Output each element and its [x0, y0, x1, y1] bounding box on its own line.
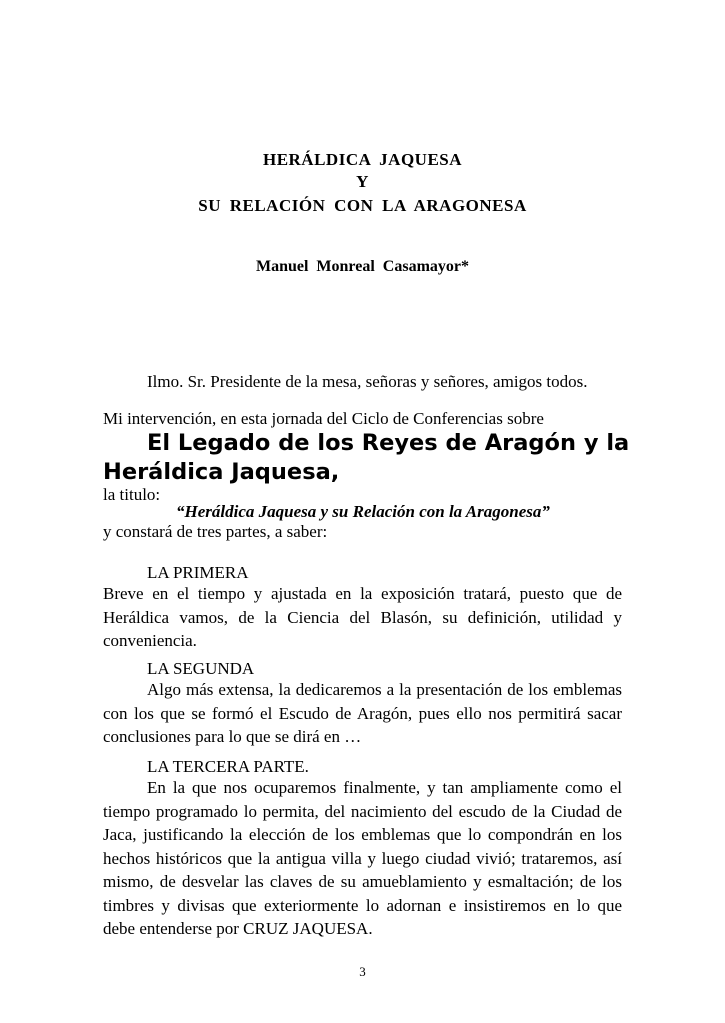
title-line-3: SU RELACIÓN CON LA ARAGONESA [198, 196, 527, 215]
section-segunda-text: Algo más extensa, la dedicaremos a la presentación de los emblemas con los que se formó el Escudo de Aragón, pues ello nos permitirá sacar conclusiones para lo que se dirá en … [103, 680, 622, 746]
lecture-series-heading: El Legado de los Reyes de Aragón y la Heráldica Jaquesa, [103, 430, 630, 485]
author-name: Manuel Monreal Casamayor* [255, 258, 469, 275]
section-tercera-text: En la que nos ocuparemos finalmente, y tan ampliamente como el tiempo programado lo permita, del nacimiento del escudo de la Ciudad de Jaca, justificando la elección de los emblemas que lo compondrán en los hechos históricos que la antigua villa y luego ciudad vivió; trataremos, así mismo, de desvelar las claves de su amueblamiento y esmaltación; de los timbres y divisas que exteriormente lo adornan e insistiremos en lo que debe entenderse por CRUZ JAQUESA. [103, 778, 622, 938]
section-segunda-heading: LA SEGUNDA [147, 659, 255, 678]
title-line-2: Y [356, 172, 369, 191]
section-primera-text: Breve en el tiempo y ajustada en la exposición tratará, puesto que de Heráldica vamos, de la Ciencia del Blasón, su definición, utilidad y conveniencia. [103, 584, 622, 650]
intro-line: Mi intervención, en esta jornada del Ciclo de Conferencias sobre [103, 409, 544, 428]
greeting: Ilmo. Sr. Presidente de la mesa, señoras y señores, amigos todos. [147, 372, 588, 391]
parts-intro: y constará de tres partes, a saber: [103, 522, 328, 541]
section-primera-heading: LA PRIMERA [147, 563, 249, 582]
titulo-label: la titulo: [103, 485, 161, 504]
quoted-title: “Heráldica Jaquesa y su Relación con la Aragonesa” [176, 502, 550, 521]
page-number: 3 [359, 964, 366, 979]
title-line-1: HERÁLDICA JAQUESA [262, 150, 463, 169]
section-tercera-heading: LA TERCERA PARTE. [147, 757, 309, 776]
